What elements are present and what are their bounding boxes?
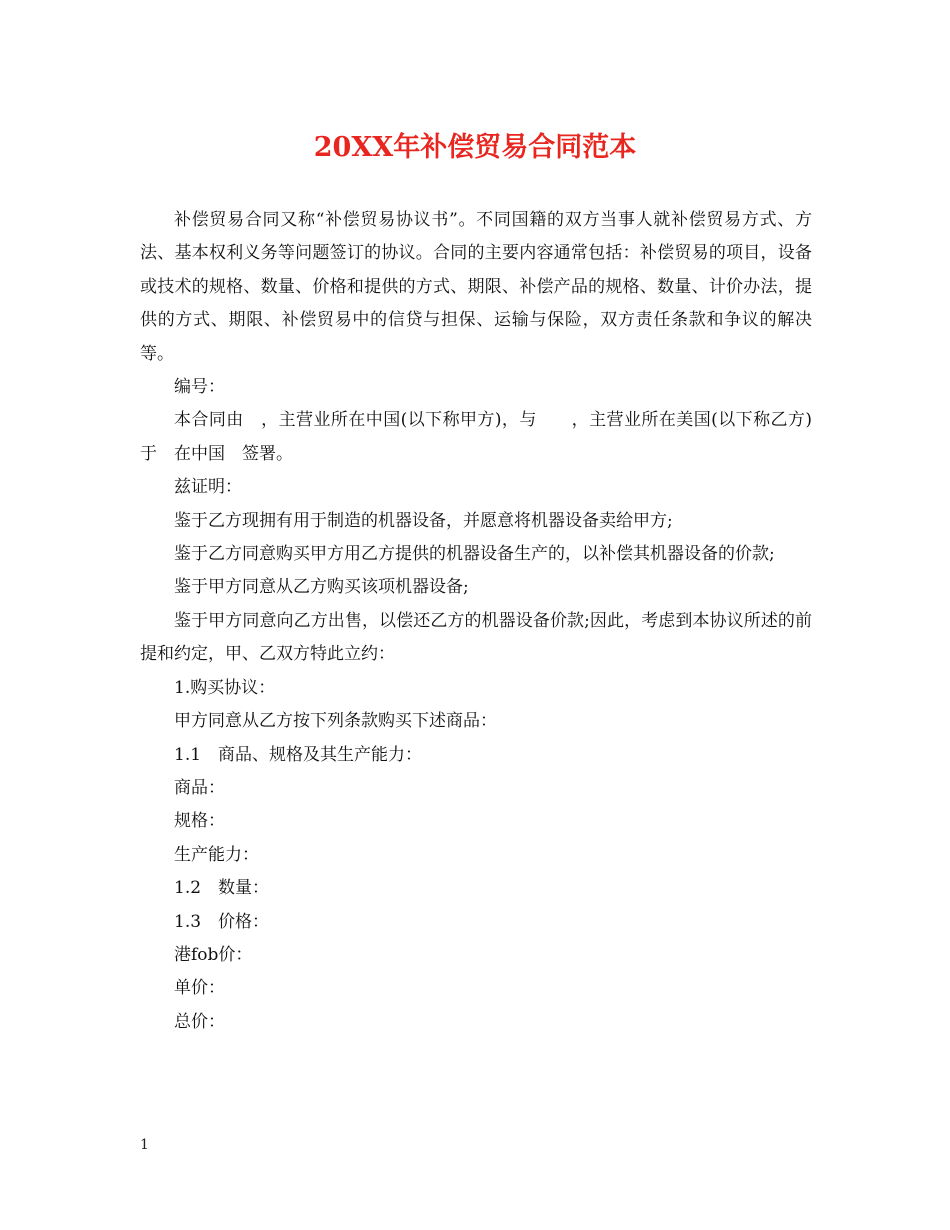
field-unit-price: 单价： [174, 978, 225, 999]
field-specification: 规格： [174, 811, 225, 832]
field-capacity: 生产能力： [174, 844, 259, 865]
field-total-price: 总价： [174, 1011, 225, 1032]
paragraph-witnesseth: 兹证明： [174, 477, 242, 498]
paragraph-purchase-terms: 甲方同意从乙方按下列条款购买下述商品： [174, 711, 497, 732]
clause-1-3: 1.3 价格： [174, 911, 270, 932]
field-fob-price: 港fob价： [174, 944, 253, 965]
document-title: 20XX年补偿贸易合同范本 [313, 132, 637, 163]
clause-1-2: 1.2 数量： [174, 878, 270, 899]
section-heading-purchase: 1.购买协议： [174, 677, 276, 698]
paragraph-whereas-4: 鉴于甲方同意向乙方出售，以偿还乙方的机器设备价款;因此，考虑到本协议所述的前提和约定，甲、乙双方特此立约： [140, 610, 812, 665]
paragraph-number-label: 编号： [174, 377, 225, 398]
paragraph-whereas-1: 鉴于乙方现拥有用于制造的机器设备，并愿意将机器设备卖给甲方; [174, 510, 673, 531]
paragraph-intro: 补偿贸易合同又称“补偿贸易协议书”。不同国籍的双方当事人就补偿贸易方式、方法、基本权利义务等问题签订的协议。合同的主要内容通常包括：补偿贸易的项目，设备或技术的规格、数量、价格和提供的方式、期限、补偿产品的规格、数量、计价办法，提供的方式、期限、补偿贸易中的信贷与担保、运输与保险，双方责任条款和争议的解决等。 [140, 210, 812, 364]
field-goods: 商品： [174, 777, 225, 798]
clause-1-1: 1.1 商品、规格及其生产能力： [174, 744, 423, 765]
paragraph-parties: 本合同由 ，主营业所在中国(以下称甲方)，与 ，主营业所在美国(以下称乙方)于 在中国 签署。 [140, 410, 812, 464]
page-number: 1 [140, 1137, 149, 1153]
paragraph-whereas-3: 鉴于甲方同意从乙方购买该项机器设备; [174, 577, 469, 598]
paragraph-whereas-2: 鉴于乙方同意购买甲方用乙方提供的机器设备生产的，以补偿其机器设备的价款; [174, 544, 775, 565]
document-body [140, 204, 812, 1039]
